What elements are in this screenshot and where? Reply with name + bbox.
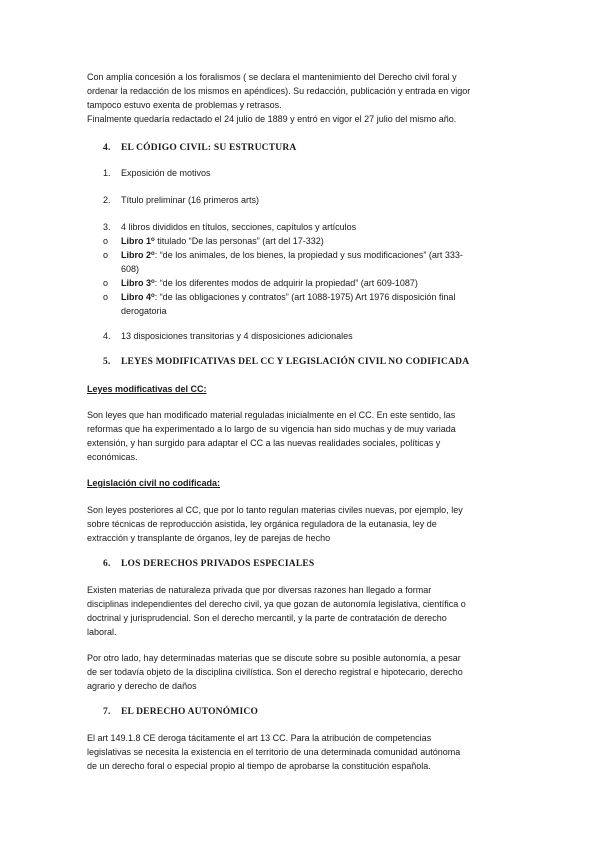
- book-text: : “de las obligaciones y contratos” (art 1088-1975) Art 1976 disposición final: [154, 292, 456, 302]
- list-text: Título preliminar (16 primeros arts): [121, 195, 260, 205]
- section-title: EL CÓDIGO CIVIL: SU ESTRUCTURA: [121, 143, 297, 153]
- list-text: 13 disposiciones transitorias y 4 disposiciones adicionales: [121, 331, 353, 341]
- paragraph-line: legislativas se necesita la existencia en el territorio de una determinada comunidad autónoma: [87, 747, 461, 757]
- bullet: o: [103, 278, 109, 288]
- ordinal-mark: o: [151, 279, 155, 285]
- book-text: : “de los diferentes modos de adquirir la propiedad” (art 609-1087): [154, 278, 418, 288]
- section-title: LOS DERECHOS PRIVADOS ESPECIALES: [121, 559, 315, 569]
- list-text: 4 libros divididos en títulos, secciones, capítulos y artículos: [121, 222, 357, 232]
- paragraph-line: doctrinal y jurisprudencial. Son el derecho mercantil, y la parte de contratación de derecho: [87, 613, 447, 623]
- book-text-continued: 608): [121, 264, 140, 274]
- section-7-heading: [103, 705, 258, 720]
- paragraph-line: El art 149.1.8 CE deroga tácitamente el art 13 CC. Para la atribución de competencias: [87, 733, 432, 743]
- paragraph-line: extensión, y han surgido para adaptar el CC a las nuevas realidades sociales, políticas y: [87, 438, 441, 448]
- paragraph-line: reformas que ha experimentado a lo largo de su vigencia han sido muchas y de muy variada: [87, 424, 456, 434]
- section-title: EL DERECHO AUTONÓMICO: [121, 707, 259, 717]
- paragraph-line: disciplinas independientes del derecho civil, ya que gozan de autonomía legislativa, científica o: [87, 599, 466, 609]
- section-title: LEYES MODIFICATIVAS DEL CC Y LEGISLACIÓN CIVIL NO CODIFICADA: [121, 357, 470, 367]
- paragraph-line: de un derecho foral o especial propio al tiempo de aprobarse la constitución española.: [87, 761, 431, 771]
- section-number: 5.: [103, 357, 111, 367]
- book-label: Libro 1: [121, 236, 152, 246]
- bullet: o: [103, 292, 109, 302]
- list-text: Exposición de motivos: [121, 168, 211, 178]
- paragraph-line: agrario y derecho de daños: [87, 681, 197, 691]
- section-number: 6.: [103, 559, 111, 569]
- paragraph-line: Por otro lado, hay determinadas materias que se discute sobre su posible autonomía, a pesar: [87, 653, 461, 663]
- subheading-leyes-modificativas: Leyes modificativas del CC:: [87, 384, 207, 394]
- section-6-heading: [103, 557, 314, 572]
- list-number: 3.: [103, 222, 111, 232]
- paragraph-line: Son leyes que han modificado material reguladas inicialmente en el CC. En este sentido, las: [87, 410, 456, 420]
- paragraph-line: económicas.: [87, 452, 138, 462]
- ordinal-mark: o: [151, 237, 155, 243]
- paragraph-line: Existen materias de naturaleza privada que por diversas razones han llegado a formar: [87, 585, 432, 595]
- intro-line-1: Con amplia concesión a los foralismos ( se declara el mantenimiento del Derecho civil foral y: [87, 72, 457, 82]
- book-label: Libro 4: [121, 292, 152, 302]
- subheading-legislacion-no-codificada: Legislación civil no codificada:: [87, 478, 221, 488]
- section-number: 7.: [103, 707, 111, 717]
- paragraph-line: de ser todavía objeto de la disciplina civilística. Son el derecho registral e hipotecario, derecho: [87, 667, 463, 677]
- list-number: 1.: [103, 168, 111, 178]
- paragraph-line: laboral.: [87, 627, 117, 637]
- list-number: 2.: [103, 195, 111, 205]
- paragraph-line: sobre técnicas de reproducción asistida, ley orgánica reguladora de la eutanasia, ley de: [87, 519, 437, 529]
- paragraph-line: Son leyes posteriores al CC, que por lo tanto regulan materias civiles nuevas, por ejemplo, ley: [87, 505, 463, 515]
- intro-line-3: tampoco estuvo exenta de problemas y retrasos.: [87, 100, 282, 110]
- book-label: Libro 3: [121, 278, 152, 288]
- section-number: 4.: [103, 143, 111, 153]
- ordinal-mark: o: [151, 293, 155, 299]
- section-5-heading: [103, 355, 469, 370]
- section-4-heading: [103, 141, 296, 156]
- list-number: 4.: [103, 331, 111, 341]
- intro-line-4: Finalmente quedaría redactado el 24 julio de 1889 y entró en vigor el 27 julio del mismo año.: [87, 114, 457, 124]
- book-text-continued: derogatoria: [121, 306, 167, 316]
- paragraph-line: extracción y transplante de órganos, ley de parejas de hecho: [87, 533, 331, 543]
- intro-line-2: ordenar la redacción de los mismos en apéndices). Su redacción, publicación y entrada en vigor: [87, 86, 471, 96]
- book-label: Libro 2: [121, 250, 152, 260]
- book-text: : “de los animales, de los bienes, la propiedad y sus modificaciones” (art 333-: [154, 250, 463, 260]
- book-text: titulado “De las personas” (art del 17-332): [154, 236, 324, 246]
- ordinal-mark: o: [151, 251, 155, 257]
- bullet: o: [103, 236, 109, 246]
- bullet: o: [103, 250, 109, 260]
